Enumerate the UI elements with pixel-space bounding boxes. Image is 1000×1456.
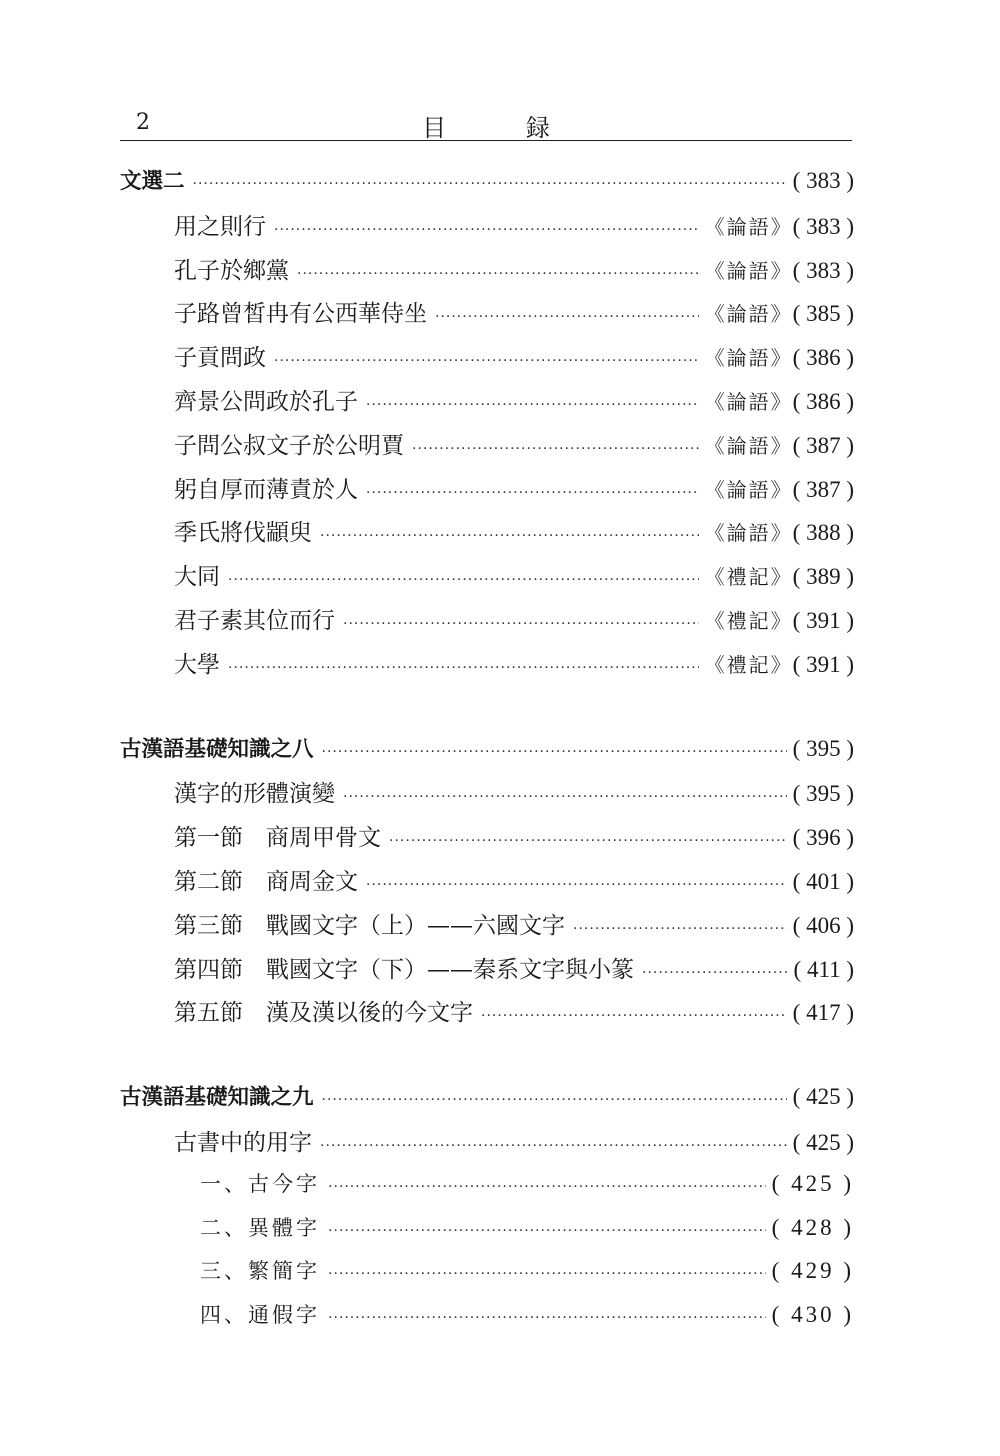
toc-entry[interactable]: 用之則行 ····· 《論語》 ( 383 ) [120, 208, 854, 252]
toc-section-heading[interactable]: 古漢語基礎知識之九 ····· ( 425 ) [120, 1080, 854, 1124]
toc-entry[interactable]: 季氏將伐顓臾 ····· 《論語》 ( 388 ) [120, 514, 854, 558]
dot-leader [435, 309, 699, 325]
toc-section-heading[interactable]: 古漢語基礎知識之八 ····· ( 395 ) [120, 732, 854, 776]
dot-leader [366, 397, 699, 413]
dot-leader [322, 744, 787, 760]
dot-leader [343, 616, 699, 632]
toc-subentry[interactable]: 一、古今字 ····· ( 425 ) [120, 1168, 854, 1212]
dot-leader [343, 789, 787, 805]
running-header [120, 104, 852, 141]
dot-leader [642, 965, 788, 981]
toc-entry[interactable]: 第二節 商周金文 ····· ( 401 ) [120, 863, 854, 907]
dot-leader [193, 176, 787, 192]
toc-entry[interactable]: 第三節 戰國文字（上）——六國文字 ····· ( 406 ) [120, 907, 854, 951]
dot-leader [228, 572, 699, 588]
dot-leader [320, 1138, 787, 1154]
section-gap [120, 1038, 854, 1080]
toc-entry[interactable]: 子貢問政 ····· 《論語》 ( 386 ) [120, 339, 854, 383]
dot-leader [481, 1008, 787, 1024]
dot-leader [274, 353, 699, 369]
dot-leader [573, 921, 787, 937]
dot-leader [228, 660, 699, 676]
toc-subentry[interactable]: 三、繁簡字 ····· ( 429 ) [120, 1255, 854, 1299]
page-number: 2 [136, 110, 150, 135]
dot-leader [328, 1179, 766, 1195]
dot-leader [328, 1310, 766, 1326]
dot-leader [274, 222, 699, 238]
dot-leader [322, 1092, 787, 1108]
toc-entry[interactable]: 君子素其位而行 ····· 《禮記》 ( 391 ) [120, 602, 854, 646]
dot-leader [412, 441, 699, 457]
dot-leader [366, 877, 787, 893]
toc-section-heading[interactable]: 文選二 ····· ( 383 ) [120, 164, 854, 208]
toc-entry[interactable]: 子問公叔文子於公明賈 ····· 《論語》 ( 387 ) [120, 427, 854, 471]
toc-entry[interactable]: 齊景公問政於孔子 ····· 《論語》 ( 386 ) [120, 383, 854, 427]
table-of-contents [120, 164, 854, 1343]
toc-entry[interactable]: 漢字的形體演變 ····· ( 395 ) [120, 775, 854, 819]
toc-entry[interactable]: 第一節 商周甲骨文 ····· ( 396 ) [120, 819, 854, 863]
toc-entry[interactable]: 子路曾皙冉有公西華侍坐 ····· 《論語》 ( 385 ) [120, 295, 854, 339]
toc-entry[interactable]: 大學 ····· 《禮記》 ( 391 ) [120, 646, 854, 690]
dot-leader [320, 528, 699, 544]
dot-leader [389, 833, 787, 849]
toc-subentry[interactable]: 四、通假字 ····· ( 430 ) [120, 1299, 854, 1343]
section-gap [120, 690, 854, 732]
dot-leader [328, 1223, 766, 1239]
running-title: 目 録 [422, 114, 586, 142]
toc-entry[interactable]: 孔子於鄉黨 ····· 《論語》 ( 383 ) [120, 252, 854, 296]
toc-entry[interactable]: 第四節 戰國文字（下）——秦系文字與小篆 ····· ( 411 ) [120, 951, 854, 995]
dot-leader [366, 485, 699, 501]
toc-subentry[interactable]: 二、異體字 ····· ( 428 ) [120, 1212, 854, 1256]
toc-entry[interactable]: 第五節 漢及漢以後的今文字 ····· ( 417 ) [120, 994, 854, 1038]
toc-entry[interactable]: 古書中的用字 ····· ( 425 ) [120, 1124, 854, 1168]
dot-leader [297, 266, 699, 282]
dot-leader [328, 1266, 766, 1282]
toc-entry[interactable]: 大同 ····· 《禮記》 ( 389 ) [120, 558, 854, 602]
toc-entry[interactable]: 躬自厚而薄責於人 ····· 《論語》 ( 387 ) [120, 471, 854, 515]
